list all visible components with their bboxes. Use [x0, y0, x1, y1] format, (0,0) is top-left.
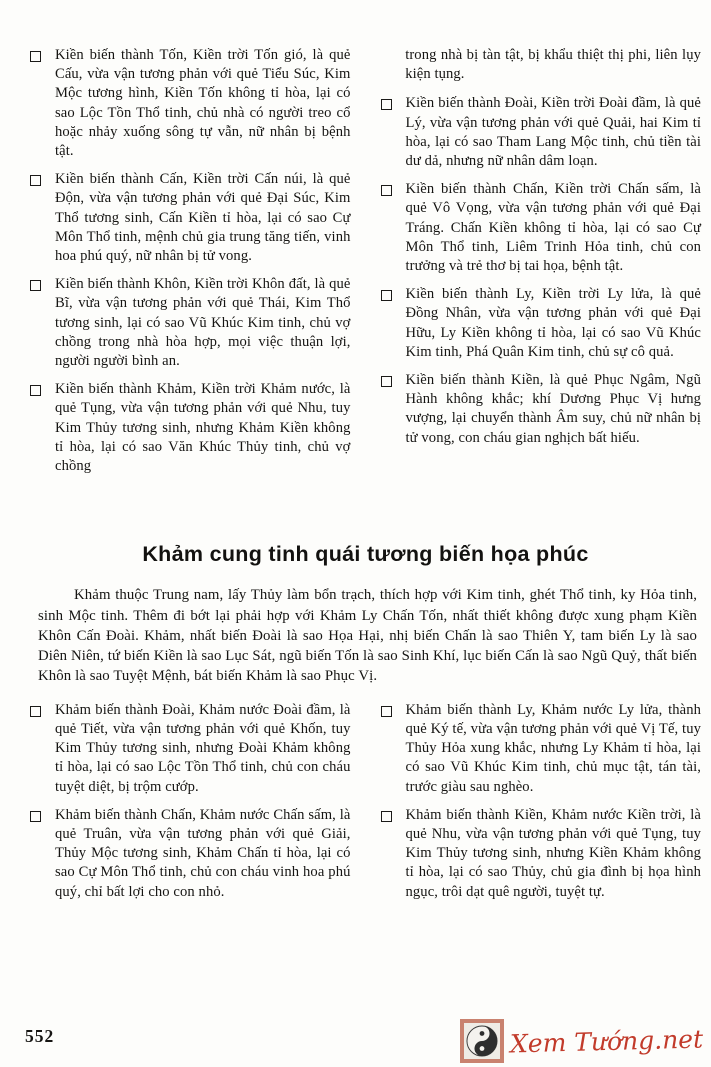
list-item [30, 380, 351, 476]
bottom-right-column [381, 701, 702, 911]
list-item [30, 170, 351, 266]
bullet-square-icon [381, 811, 392, 822]
page-number: 552 [25, 1026, 55, 1046]
bullet-square-icon [30, 175, 41, 186]
bullet-square-icon [30, 280, 41, 291]
bullet-square-icon [30, 811, 41, 822]
bullet-square-icon [381, 290, 392, 301]
bottom-section [30, 701, 701, 911]
list-item [381, 94, 702, 171]
list-item [381, 371, 702, 448]
list-item [30, 701, 351, 797]
list-item-text: Khảm biến thành Chấn, Khảm nước Chấn sấm, là quẻ Truân, vừa vận tương phản với quẻ Giải, Thủy Mộc tương sinh, Khảm Chấn tỉ hòa, lại có sao Cự Môn Thổ tinh, chủ con cháu vinh hoa phú quý, chỉ bất lợi cho con nhỏ. [55, 806, 351, 900]
bullet-square-icon [30, 706, 41, 717]
list-item-text: Kiền biến thành Khôn, Kiền trời Khôn đất, là quẻ Bĩ, vừa vận tương phản với quẻ Thái, Kim Thổ tương sinh, lại có sao Vũ Khúc Kim tinh, chủ vợ chồng trong nhà hòa hợp, mọi việc thuận lợi, người người bình an. [55, 276, 351, 370]
list-item [30, 46, 351, 161]
list-item [381, 285, 702, 362]
list-item [30, 275, 351, 371]
list-item [30, 806, 351, 902]
bullet-square-icon [381, 185, 392, 196]
section-heading: Khảm cung tinh quái tương biến họa phúc [142, 542, 589, 567]
continuation-text: trong nhà bị tàn tật, bị khẩu thiệt thị phi, liên lụy kiện tụng. [405, 47, 701, 83]
list-item-text: Kiền biến thành Kiền, là quẻ Phục Ngâm, Ngũ Hành không khắc; khí Dương Phục Vị hưng vượng, lại chuyển thành Âm suy, chủ nữ nhân bị tử vong, con cháu gian nghịch bất hiếu. [405, 372, 701, 446]
top-left-column [30, 46, 351, 485]
list-item-text: Kiền biến thành Chấn, Kiền trời Chấn sấm, là quẻ Vô Vọng, vừa vận tương phản với quẻ Đại Tráng. Chấn Kiền không tỉ hòa, lại có sao Cự Môn Thổ tinh, Liêm Trinh Hỏa tinh, chủ con trưởng và trẻ thơ bị tai họa, bệnh tật. [405, 181, 701, 275]
bullet-square-icon [381, 376, 392, 387]
list-item-text: Kiền biến thành Ly, Kiền trời Ly lửa, là quẻ Đồng Nhân, vừa vận tương phản với quẻ Đại Hữu, Ly Kiền không tỉ hòa, lại có sao Vũ Khúc Kim tinh, Phá Quân Kim tinh, chủ sự cô quả. [405, 286, 701, 360]
watermark [460, 1019, 703, 1063]
yin-yang-icon [460, 1019, 504, 1063]
bullet-square-icon [30, 51, 41, 62]
list-item [381, 701, 702, 797]
page-footer [0, 1007, 711, 1067]
top-right-column [381, 46, 702, 485]
list-item-text: Khảm biến thành Ly, Khảm nước Ly lửa, thành quẻ Ký tế, vừa vận tương phản với quẻ Vị Tế, tuy Thủy Hỏa xung khắc, nhưng Ly Khảm tỉ hòa, lại có sao Vũ Khúc Kim tinh, chủ mục tật, tán tài, trước giàu sau nghèo. [405, 701, 701, 795]
list-item-text: Kiền biến thành Tốn, Kiền trời Tốn gió, là quẻ Cấu, vừa vận tương phản với quẻ Tiểu Súc, Kim Mộc tương hình, Kiền Tốn không tỉ hòa, lại có sao Lộc Tồn Thổ tinh, chủ nhà có người treo cổ hoặc nhảy xuống sông tự vẫn, nữ nhân bị bệnh tật. [55, 47, 351, 160]
bullet-square-icon [381, 99, 392, 110]
list-item-text: Kiền biến thành Cấn, Kiền trời Cấn núi, là quẻ Độn, vừa vận tương phản với quẻ Đại Súc, Kim Thổ tương sinh, Cấn Kiền tỉ hòa, lại có sao Cự Môn Thổ tinh, mệnh chủ gia trung tăng tiến, vinh hoa phú quý, nữ nhân bị tử vong. [55, 171, 351, 265]
list-item-text: Kiền biến thành Đoài, Kiền trời Đoài đầm, là quẻ Lý, vừa vận tương phản với quẻ Quải, hai Kim tỉ hòa, lại có sao Tham Lang Mộc tinh, chủ tiền tài dư dả, nhưng nữ nhân dâm loạn. [405, 95, 701, 170]
list-item [381, 806, 702, 902]
top-section [30, 46, 701, 485]
bottom-left-column [30, 701, 351, 911]
list-item [381, 180, 702, 276]
list-item-text: Khảm biến thành Kiền, Khảm nước Kiền trời, là quẻ Nhu, vừa vận tương phản với quẻ Tụng, tuy Kim Thủy tương sinh, nhưng Kiền Khảm không tỉ hòa, lại có sao Thủy, chủ gia đình bị họa hình ngục, trôi dạt quê người, tuyệt tự. [405, 806, 701, 900]
list-item-text: Kiền biến thành Khảm, Kiền trời Khảm nước, là quẻ Tụng, vừa vận tương phản với quẻ Nhu, tuy Kim Thủy tương sinh, nhưng Khảm Kiền không tỉ hòa, lại có sao Văn Khúc Thủy tinh, chủ vợ chồng [55, 381, 351, 475]
bullet-square-icon [381, 706, 392, 717]
watermark-text: Xem Tướng.net [509, 1023, 704, 1059]
list-item-text: Khảm biến thành Đoài, Khảm nước Đoài đầm, là quẻ Tiết, vừa vận tương phản với quẻ Khốn, tuy Kim Thủy tương sinh, nhưng Đoài Khảm không tỉ hòa, lại có sao Lộc Tồn Thổ tinh, chủ con cháu tuyệt diệt, bị trộm cướp. [55, 701, 351, 795]
section-intro-paragraph: Khảm thuộc Trung nam, lấy Thủy làm bổn trạch, thích hợp với Kim tinh, ghét Thổ tinh, ky Hỏa tinh, sinh Mộc tinh. Thêm đi bớt lại phải hợp với Khảm Ly Chấn Tốn, nhất thiết không được xung phạm Kiền Khôn Cấn Đoài. Khảm, nhất biến Đoài là sao Họa Hại, nhị biến Chấn là sao Thiên Y, tam biến Ly là sao Diên Niên, tứ biến Kiền là sao Lục Sát, ngũ biến Tốn là sao Sinh Khí, lục biến Cấn là sao Ngũ Quỷ, thất biến Khôn là sao Tuyệt Mệnh, bát biến Khảm là sao Phục Vị. [38, 587, 697, 685]
bullet-square-icon [30, 385, 41, 396]
